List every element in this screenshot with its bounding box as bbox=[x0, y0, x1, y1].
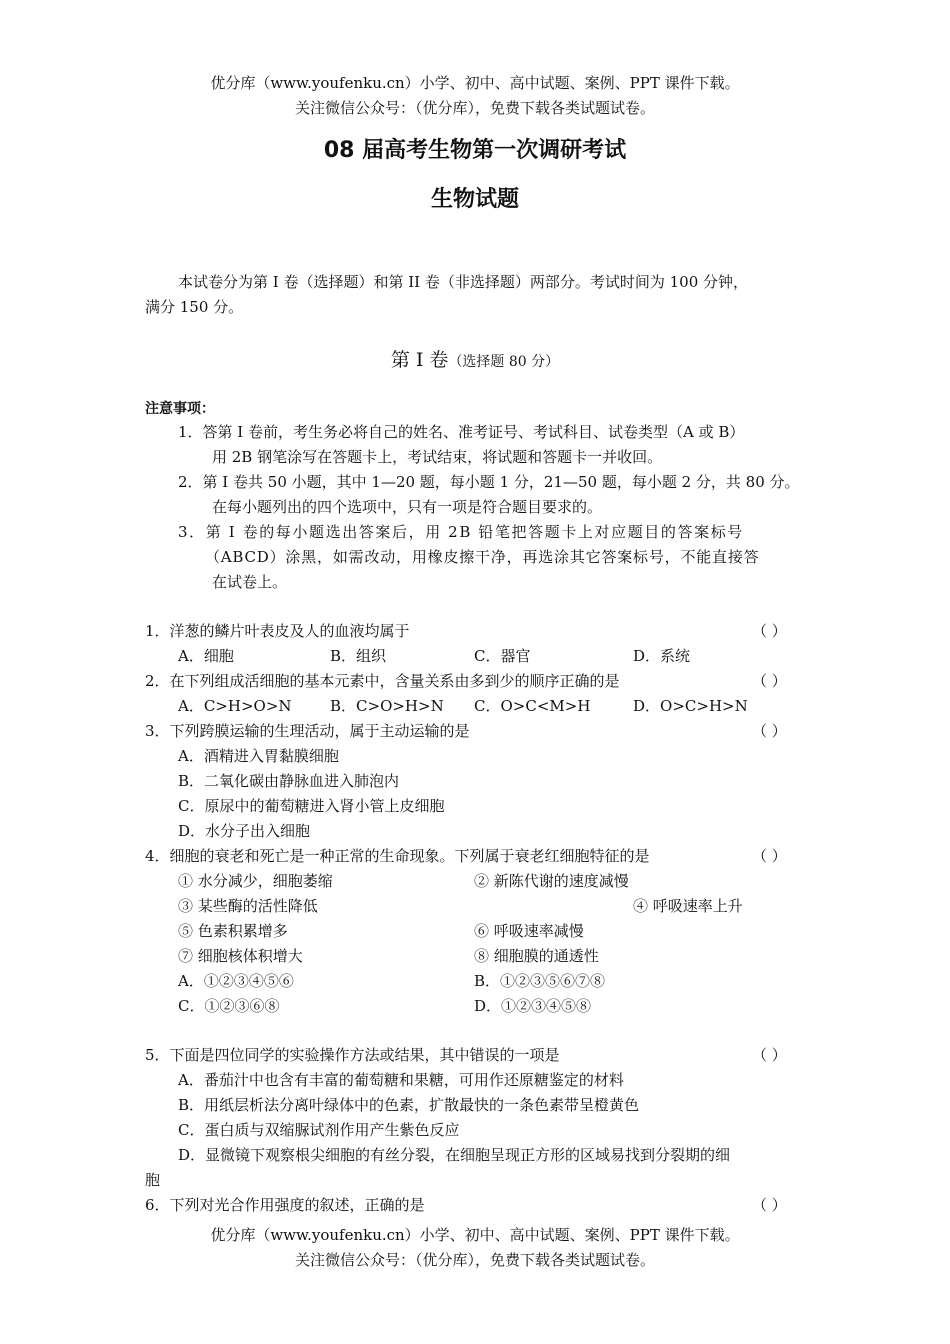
q1-stem: 1．洋葱的鳞片叶表皮及人的血液均属于 bbox=[145, 622, 410, 640]
intro-line-2: 满分 150 分。 bbox=[145, 298, 244, 316]
q4-item-3: ③ 某些酶的活性降低 bbox=[178, 897, 318, 915]
q6-stem: 6．下列对光合作用强度的叙述，正确的是 bbox=[145, 1196, 425, 1214]
header-line-2: 关注微信公众号：（优分库），免费下载各类试题试卷。 bbox=[294, 99, 655, 117]
notice-line-2: 用 2B 钢笔涂写在答题卡上，考试结束，将试题和答题卡一并收回。 bbox=[212, 448, 663, 466]
exam-subtitle: 生物试题 bbox=[430, 187, 519, 212]
q4-item-6: ⑥ 呼吸速率减慢 bbox=[474, 922, 584, 940]
notice-heading: 注意事项： bbox=[145, 401, 215, 417]
q4-option-a: A．①②③④⑤⑥ bbox=[178, 972, 294, 990]
notice-line-5: 3．第 I 卷的每小题选出答案后，用 2B 铅笔把答题卡上对应题目的答案标号 bbox=[178, 523, 744, 541]
q1-answer-paren: （ ） bbox=[752, 622, 787, 640]
q5-option-c: C．蛋白质与双缩脲试剂作用产生紫色反应 bbox=[178, 1121, 460, 1139]
exam-title: 08 届高考生物第一次调研考试 bbox=[323, 138, 627, 163]
notice-line-6: （ABCD）涂黑，如需改动，用橡皮擦干净，再选涂其它答案标号，不能直接答 bbox=[205, 548, 760, 566]
intro-line-1: 本试卷分为第 I 卷（选择题）和第 II 卷（非选择题）两部分。考试时间为 100 分钟， bbox=[178, 273, 749, 291]
q4-item-8: ⑧ 细胞膜的通透性 bbox=[474, 947, 599, 965]
q4-item-4: ④ 呼吸速率上升 bbox=[633, 897, 743, 915]
notice-line-7: 在试卷上。 bbox=[212, 573, 288, 591]
q3-option-d: D．水分子出入细胞 bbox=[178, 822, 311, 840]
q4-item-7: ⑦ 细胞核体积增大 bbox=[178, 947, 303, 965]
q4-item-2: ② 新陈代谢的速度减慢 bbox=[474, 872, 629, 890]
q4-answer-paren: （ ） bbox=[752, 847, 787, 865]
q4-item-5: ⑤ 色素积累增多 bbox=[178, 922, 288, 940]
q4-item-1: ① 水分减少，细胞萎缩 bbox=[178, 872, 333, 890]
q4-option-d: D．①②③④⑤⑧ bbox=[474, 997, 592, 1015]
q1-option-b: B．组织 bbox=[330, 647, 387, 665]
q3-option-a: A．酒精进入胃黏膜细胞 bbox=[178, 747, 339, 765]
footer-line-1: 优分库（www.youfenku.cn）小学、初中、高中试题、案例、PPT 课件下载。 bbox=[210, 1226, 740, 1244]
q4-stem: 4．细胞的衰老和死亡是一种正常的生命现象。下列属于衰老红细胞特征的是 bbox=[145, 847, 650, 865]
q5-option-a: A．番茄汁中也含有丰富的葡萄糖和果糖，可用作还原糖鉴定的材料 bbox=[178, 1071, 624, 1089]
q5-option-d-wrap: 胞 bbox=[145, 1171, 161, 1189]
q2-option-b: B．C>O>H>N bbox=[330, 697, 444, 715]
section-heading bbox=[0, 345, 950, 372]
q1-option-a: A．细胞 bbox=[178, 647, 234, 665]
q2-option-d: D．O>C>H>N bbox=[633, 697, 748, 715]
q2-option-a: A．C>H>O>N bbox=[178, 697, 292, 715]
q2-option-c: C．O>C<M>H bbox=[474, 697, 591, 715]
notice-line-3: 2．第 I 卷共 50 小题，其中 1—20 题，每小题 1 分，21—50 题，每小题 2 分，共 80 分。 bbox=[178, 473, 800, 491]
q4-option-c: C．①②③⑥⑧ bbox=[178, 997, 280, 1015]
q3-option-c: C．原尿中的葡萄糖进入肾小管上皮细胞 bbox=[178, 797, 445, 815]
q2-stem: 2．在下列组成活细胞的基本元素中，含量关系由多到少的顺序正确的是 bbox=[145, 672, 620, 690]
notice-line-1: 1．答第 I 卷前，考生务必将自己的姓名、准考证号、考试科目、试卷类型（A 或 B） bbox=[178, 423, 745, 441]
section-title: 第 I 卷 bbox=[390, 349, 449, 371]
header-line-1: 优分库（www.youfenku.cn）小学、初中、高中试题、案例、PPT 课件下载。 bbox=[210, 74, 740, 92]
q5-answer-paren: （ ） bbox=[752, 1046, 787, 1064]
q5-option-d: D．显微镜下观察根尖细胞的有丝分裂，在细胞呈现正方形的区域易找到分裂期的细 bbox=[178, 1146, 731, 1164]
q6-answer-paren: （ ） bbox=[752, 1196, 787, 1214]
q3-stem: 3．下列跨膜运输的生理活动，属于主动运输的是 bbox=[145, 722, 470, 740]
q1-option-c: C．器官 bbox=[474, 647, 531, 665]
section-note: （选择题 80 分） bbox=[448, 354, 560, 370]
notice-line-4: 在每小题列出的四个选项中，只有一项是符合题目要求的。 bbox=[212, 498, 603, 516]
q3-option-b: B．二氧化碳由静脉血进入肺泡内 bbox=[178, 772, 400, 790]
q3-answer-paren: （ ） bbox=[752, 722, 787, 740]
footer-line-2: 关注微信公众号：（优分库），免费下载各类试题试卷。 bbox=[294, 1251, 655, 1269]
q5-option-b: B．用纸层析法分离叶绿体中的色素，扩散最快的一条色素带呈橙黄色 bbox=[178, 1096, 640, 1114]
q2-answer-paren: （ ） bbox=[752, 672, 787, 690]
q5-stem: 5．下面是四位同学的实验操作方法或结果，其中错误的一项是 bbox=[145, 1046, 560, 1064]
q1-option-d: D．系统 bbox=[633, 647, 691, 665]
q4-option-b: B．①②③⑤⑥⑦⑧ bbox=[474, 972, 606, 990]
